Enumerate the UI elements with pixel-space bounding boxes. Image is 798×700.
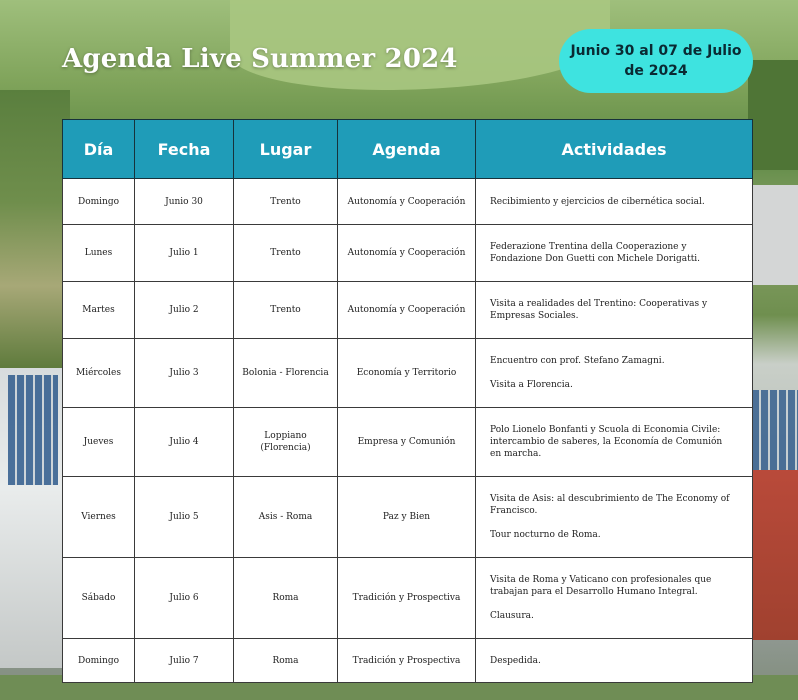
header-lugar: Lugar: [234, 120, 338, 179]
cell-actividades: [476, 639, 753, 683]
cell-lugar: Trento: [234, 179, 338, 225]
cell-fecha: Julio 4: [135, 408, 234, 477]
cell-dia: Domingo: [63, 179, 135, 225]
table-row: [63, 558, 753, 639]
activity-text: Encuentro con prof. Stefano Zamagni.: [490, 356, 665, 366]
table-header-row: [63, 120, 753, 179]
brick-building-right: [752, 470, 798, 640]
header-dia: Día: [63, 120, 135, 179]
building-right: [752, 185, 798, 285]
cell-agenda: Paz y Bien: [338, 477, 476, 558]
activity-text: Visita de Roma y Vaticano con profesionales que trabajan para el Desarrollo Humano Integral.: [490, 575, 712, 597]
cell-dia: Miércoles: [63, 339, 135, 408]
cell-actividades: [476, 558, 753, 639]
cell-dia: Lunes: [63, 225, 135, 282]
trees-right: [748, 60, 798, 170]
cell-actividades: [476, 339, 753, 408]
cell-dia: Martes: [63, 282, 135, 339]
cell-agenda: Tradición y Prospectiva: [338, 558, 476, 639]
trees-left: [0, 90, 70, 370]
page-title: Agenda Live Summer 2024: [62, 44, 458, 74]
activity-text: Despedida.: [490, 655, 541, 666]
cell-lugar: Trento: [234, 282, 338, 339]
cell-agenda: Autonomía y Cooperación: [338, 225, 476, 282]
activity-text: Tour nocturno de Roma.: [490, 530, 601, 540]
cell-dia: Sábado: [63, 558, 135, 639]
cell-dia: Viernes: [63, 477, 135, 558]
activity-text: Visita de Asis: al descubrimiento de The Economy of Francisco.: [490, 494, 730, 516]
table-row: [63, 639, 753, 683]
cell-dia: Domingo: [63, 639, 135, 683]
cell-fecha: Julio 6: [135, 558, 234, 639]
cell-dia: Jueves: [63, 408, 135, 477]
solar-panels-right: [752, 390, 798, 470]
cell-fecha: Junio 30: [135, 179, 234, 225]
cell-fecha: Julio 7: [135, 639, 234, 683]
cell-agenda: Autonomía y Cooperación: [338, 179, 476, 225]
cell-fecha: Julio 3: [135, 339, 234, 408]
table-row: [63, 339, 753, 408]
table-row: [63, 179, 753, 225]
solar-panels-left: [8, 375, 58, 485]
cell-actividades: [476, 408, 753, 477]
cell-agenda: Economía y Territorio: [338, 339, 476, 408]
cell-lugar: Trento: [234, 225, 338, 282]
cell-fecha: Julio 2: [135, 282, 234, 339]
cell-fecha: Julio 5: [135, 477, 234, 558]
cell-agenda: Tradición y Prospectiva: [338, 639, 476, 683]
cell-actividades: [476, 282, 753, 339]
table-row: [63, 225, 753, 282]
header-actividades: Actividades: [476, 120, 753, 179]
date-range-badge: Junio 30 al 07 de Julio de 2024: [559, 29, 753, 93]
header-fecha: Fecha: [135, 120, 234, 179]
table-row: [63, 477, 753, 558]
activity-text: Clausura.: [490, 611, 534, 621]
activity-text: Visita a Florencia.: [490, 380, 573, 390]
cell-lugar: Roma: [234, 558, 338, 639]
activity-text: Federazione Trentina della Cooperazione y Fondazione Don Guetti con Michele Dorigatti.: [490, 242, 701, 264]
cell-lugar: Loppiano (Florencia): [234, 408, 338, 477]
activity-text: Polo Lionelo Bonfanti y Scuola di Economia Civile: intercambio de saberes, la Economía de Comunión en marcha.: [490, 425, 723, 459]
cell-agenda: Autonomía y Cooperación: [338, 282, 476, 339]
cell-actividades: [476, 477, 753, 558]
cell-actividades: [476, 179, 753, 225]
table-row: [63, 408, 753, 477]
cell-lugar: Bolonia - Florencia: [234, 339, 338, 408]
activity-text: Recibimiento y ejercicios de cibernética social.: [490, 196, 705, 207]
cell-actividades: [476, 225, 753, 282]
table-row: [63, 282, 753, 339]
header-agenda: Agenda: [338, 120, 476, 179]
activity-text: Visita a realidades del Trentino: Cooperativas y Empresas Sociales.: [490, 299, 708, 321]
cell-fecha: Julio 1: [135, 225, 234, 282]
cell-lugar: Asis - Roma: [234, 477, 338, 558]
cell-agenda: Empresa y Comunión: [338, 408, 476, 477]
agenda-table: [62, 119, 753, 683]
cell-lugar: Roma: [234, 639, 338, 683]
